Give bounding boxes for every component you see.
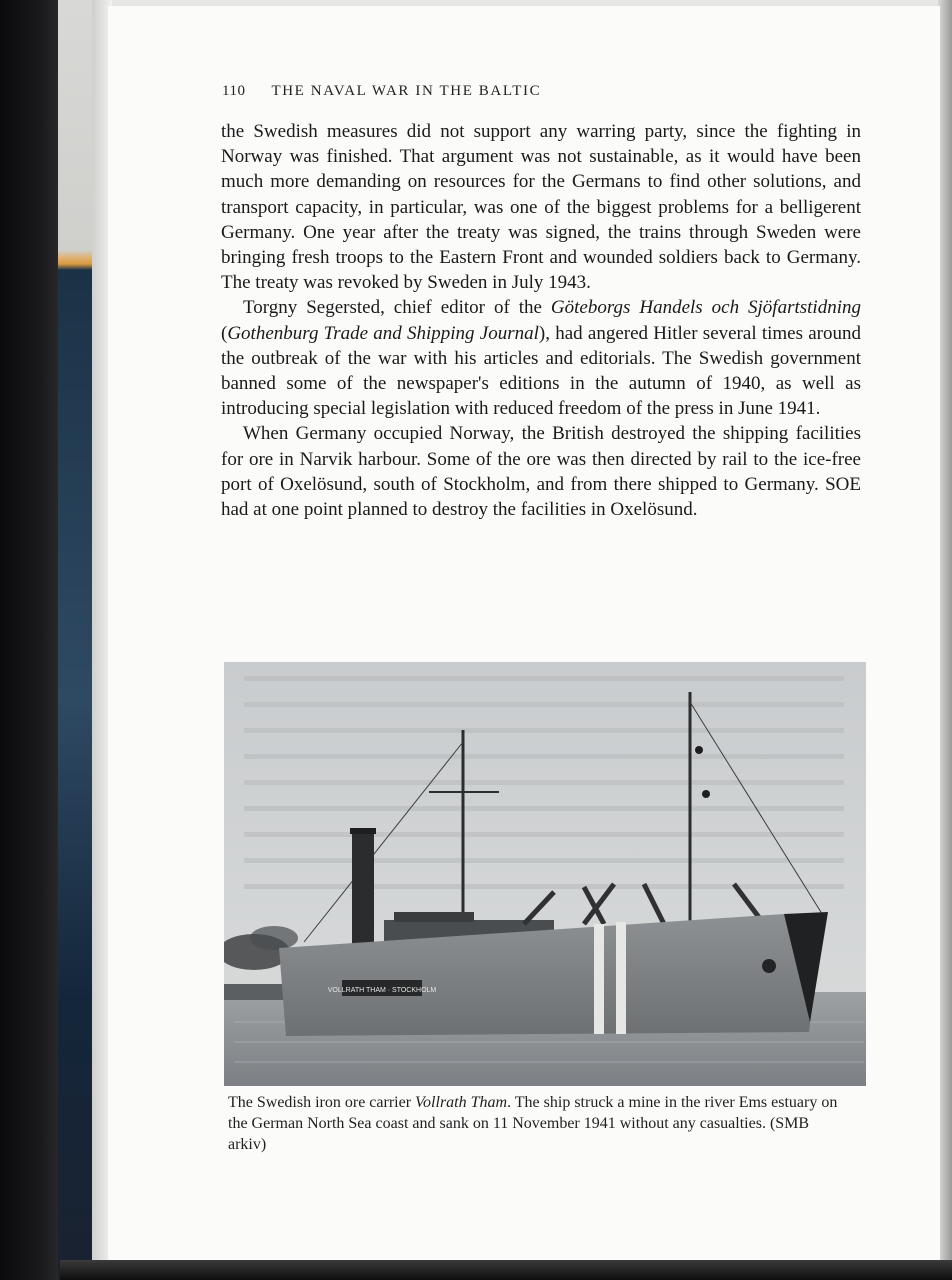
paragraph-2-text-b: ( [221,322,228,344]
paragraph-3: When Germany occupied Norway, the British destroyed the shipping facilities for ore in Narvik harbour. Some of the ore was then directed by rail to the ice-free port of Oxelösund, south of Stockholm, and from there shipped to Germany. SOE had at one point planned to destroy the facilities in Oxelösund. [221,423,861,521]
newspaper-title: Göteborgs Handels och Sjöfartstidning [550,297,861,319]
bridge-house [394,912,474,922]
caption-text-a: The Swedish iron ore carrier [228,1094,416,1111]
newspaper-title-translation: Gothenburg Trade and Shipping Journal [227,322,539,344]
smoke-cloud-small [250,926,298,950]
running-title: THE NAVAL WAR IN THE BALTIC [271,83,542,99]
neutrality-stripe-2 [616,922,626,1034]
funnel [352,830,374,948]
neutrality-stripe-1 [594,924,604,1034]
ship-photograph [224,662,866,1086]
caption-text-b: . The ship struck a mine in the river Ems estuary on the German North Sea coast and sank on 11 November 1941 without any casualties. (SMB arkiv) [228,1094,838,1153]
hull-lettering: VOLLRATH THAM · STOCKHOLM [327,987,437,994]
ship-name: Vollrath Tham [415,1094,508,1111]
paragraph-2-text-c: ), had angered Hitler several times around the outbreak of the war with his articles and editorials. The Swedish government banned some of the newspaper's editions in the autumn of 1940, as well as introducing special legislation with reduced freedom of the press in June 1941. [221,322,861,420]
ship-photo-illustration [224,662,866,1086]
page-number: 110 [222,83,246,99]
book-cover-edge [0,0,60,1280]
body-text [221,119,861,522]
signal-ball-1 [695,746,703,754]
book-cover-side [58,0,96,1280]
paragraph-2-text-a: Torgny Segersted, chief editor of the [243,297,551,319]
running-header [222,83,541,100]
anchor [762,959,776,973]
funnel-top [350,828,376,834]
right-page-edge [938,0,952,1280]
book-bottom-edge [60,1260,952,1280]
signal-ball-2 [702,790,710,798]
figure-caption [228,1092,848,1155]
paragraph-2 [221,295,861,421]
paragraph-1: the Swedish measures did not support any warring party, since the fighting in Norway was finished. That argument was not sustainable, as it would have been much more demanding on resources for the Germans to find other solutions, and transport capacity, in particular, was one of the biggest problems for a belligerent Germany. One year after the treaty was signed, the trains through Sweden were bringing fresh troops to the Eastern Front and wounded soldiers back to Germany. The treaty was revoked by Sweden in July 1943. [221,121,861,294]
